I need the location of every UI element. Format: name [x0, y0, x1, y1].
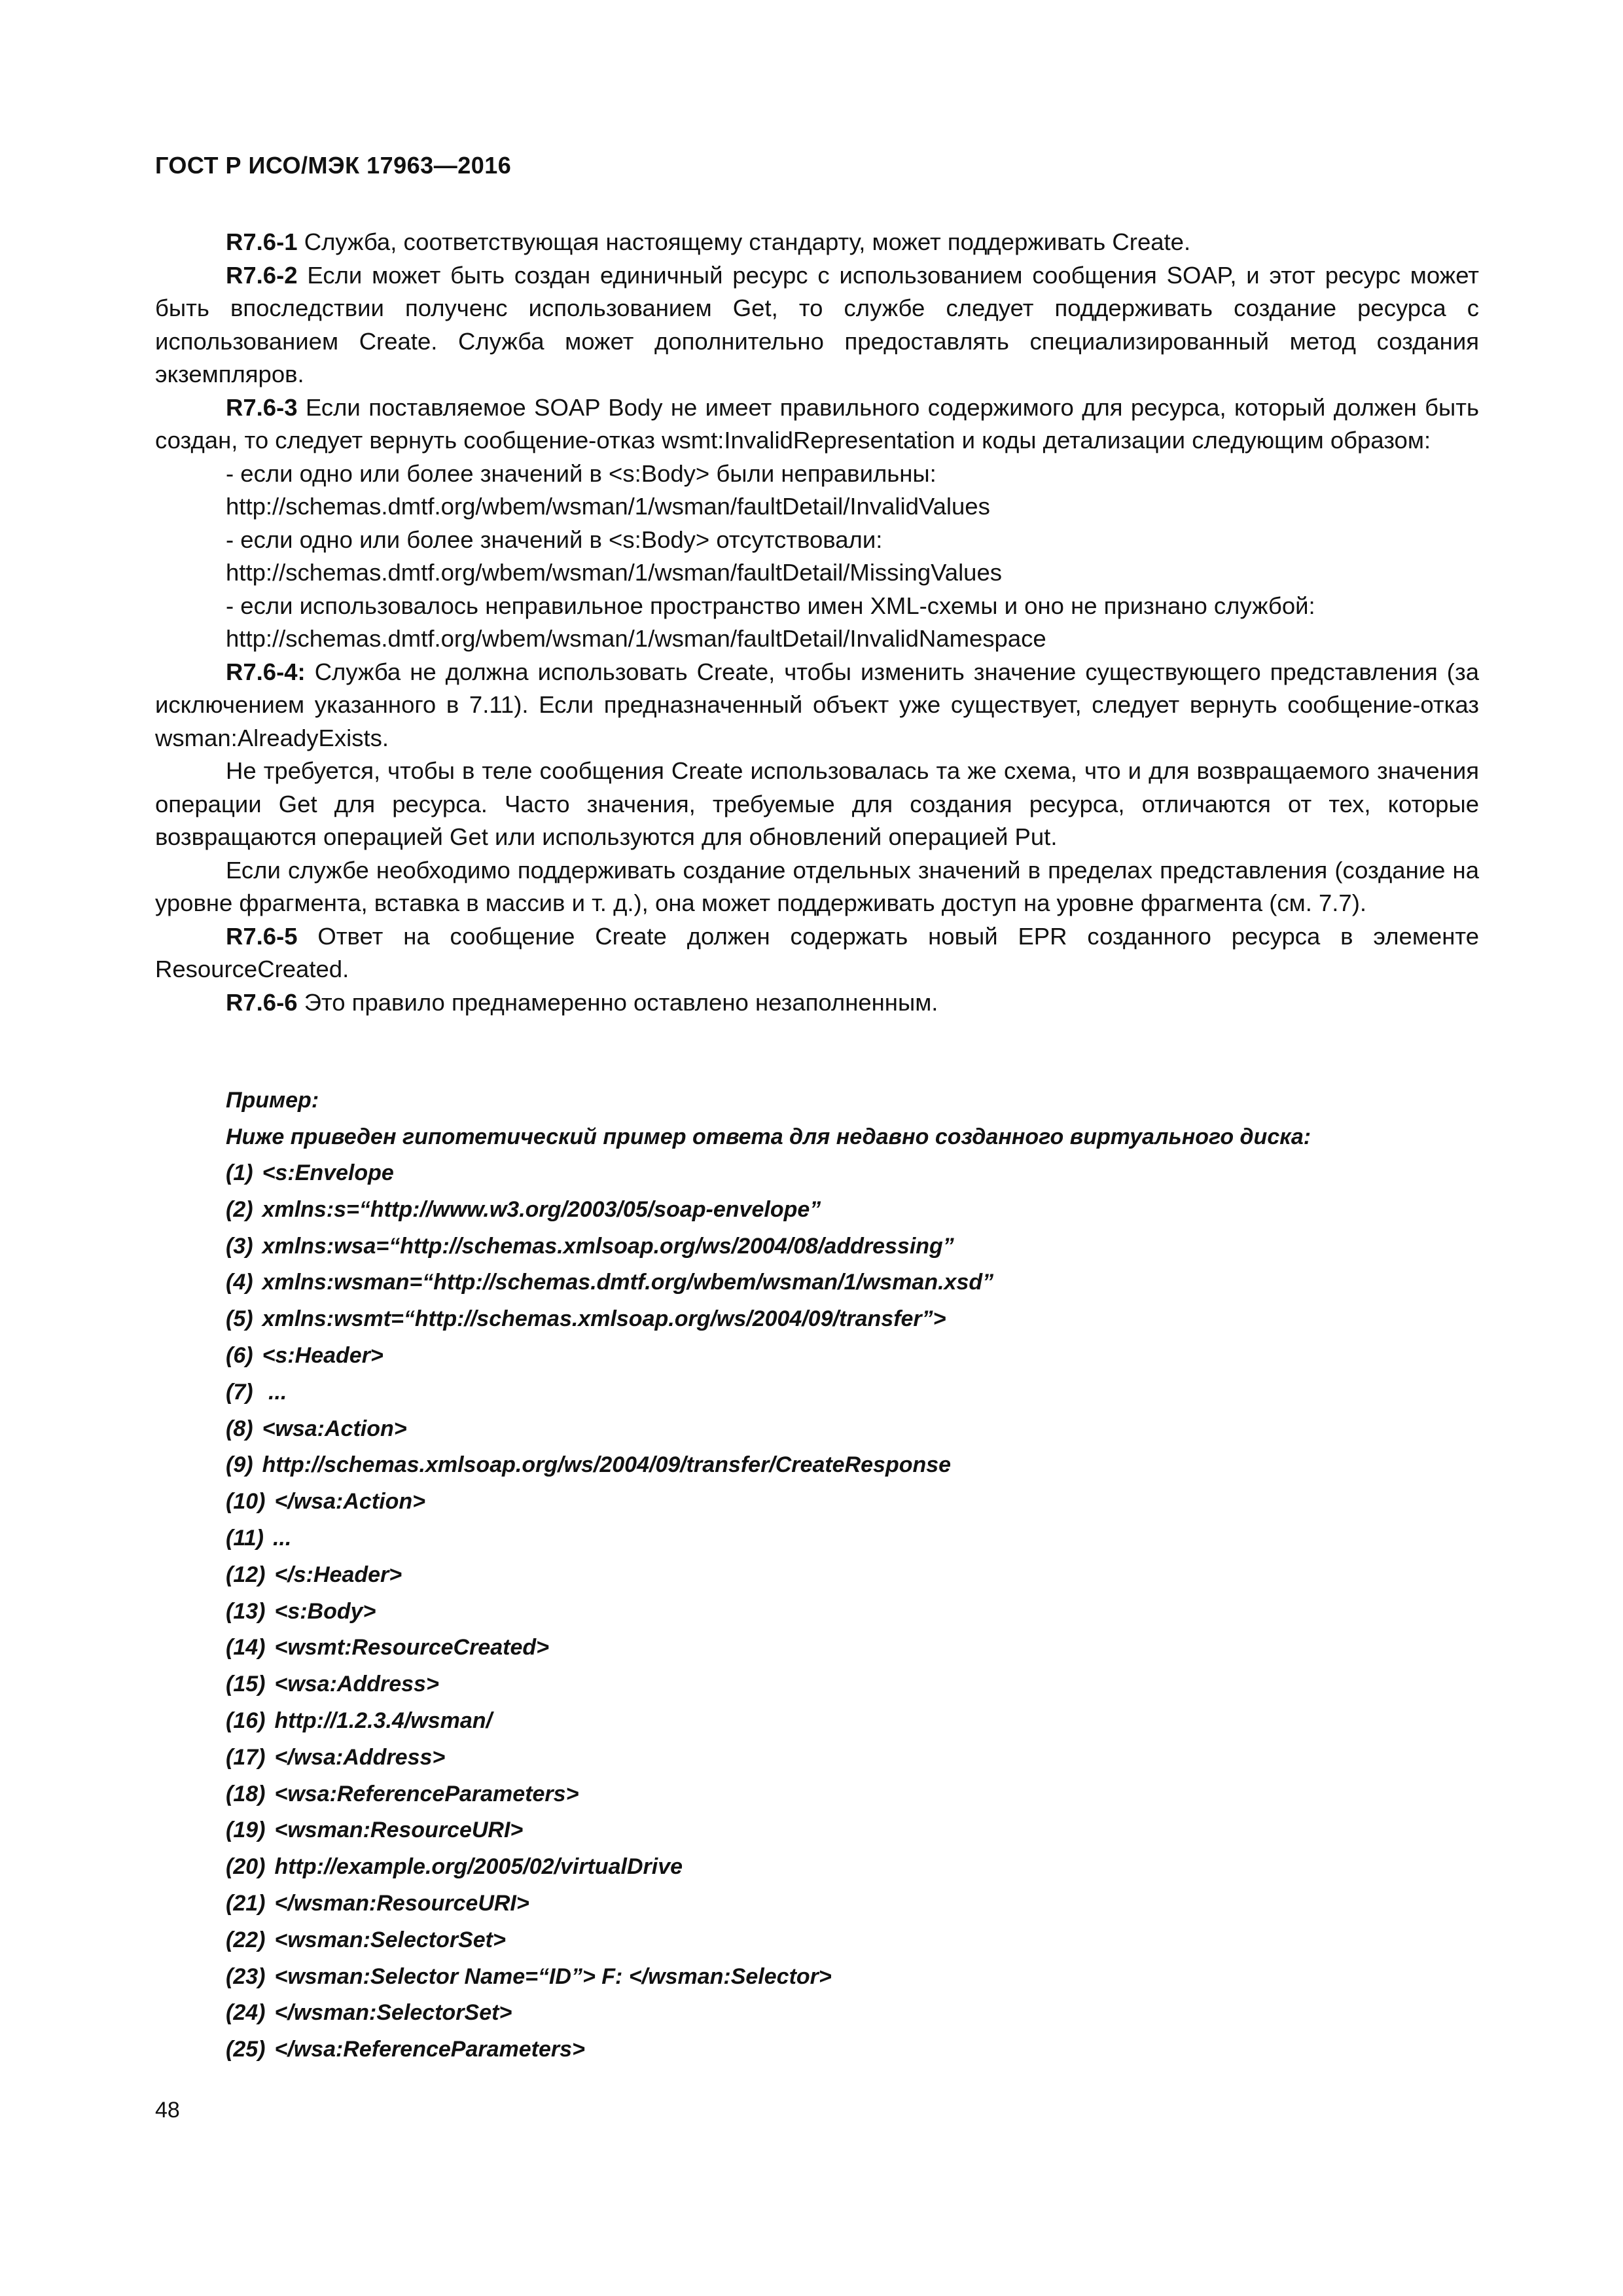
line-number: (13)	[226, 1598, 266, 1624]
code-line	[226, 1995, 1311, 2032]
code-text: <wsman:ResourceURI>	[274, 1818, 524, 1843]
fault-uri: http://schemas.dmtf.org/wbem/wsman/1/wsman/faultDetail/InvalidNamespace	[226, 625, 1046, 652]
line-number: (16)	[226, 1708, 266, 1733]
code-line	[226, 1338, 1311, 1374]
fault-condition: - если одно или более значений в <s:Body> были неправильны:	[226, 459, 936, 487]
line-number: (24)	[226, 2000, 266, 2026]
code-text: <wsmt:ResourceCreated>	[274, 1635, 549, 1660]
code-listing	[226, 1155, 1311, 2068]
code-line	[226, 1520, 1311, 1557]
paragraph-r7-6-5	[155, 920, 1479, 986]
code-text: xmlns:wsmt=“http://schemas.xmlsoap.org/ws/2004/09/transfer”>	[262, 1306, 946, 1332]
paragraph-text: Если поставляемое SOAP Body не имеет правильного содержимого для ресурса, который должен быть создан, то следует вернуть сообщение-отказ wsmt:InvalidRepresentation и коды детализации следующим образом:	[155, 393, 1479, 454]
fault-condition: - если одно или более значений в <s:Body> отсутствовали:	[226, 526, 883, 553]
code-text: </wsa:Action>	[274, 1489, 425, 1515]
code-text: http://example.org/2005/02/virtualDrive	[274, 1854, 683, 1880]
paragraph-text: Не требуется, чтобы в теле сообщения Create использовалась та же схема, что и для возвращаемого значения операции Get для ресурса. Часто значения, требуемые для создания ресурса, отличаются от тех, которые возвращаются операцией Get или используются для обновлений операцией Put.	[155, 757, 1479, 850]
line-number: (17)	[226, 1744, 266, 1770]
code-text: </s:Header>	[274, 1562, 402, 1587]
rule-id: R7.6-2	[226, 261, 298, 289]
code-line	[226, 1301, 1311, 1338]
code-text: </wsa:ReferenceParameters>	[274, 2037, 585, 2062]
code-text: <s:Body>	[274, 1598, 376, 1624]
example-intro: Ниже приведен гипотетический пример ответа для недавно созданного виртуального диска:	[226, 1124, 1311, 1149]
line-number: (18)	[226, 1781, 266, 1806]
code-text: <wsa:Address>	[274, 1672, 439, 1697]
rule-id: R7.6-3	[226, 393, 298, 421]
code-line	[226, 1703, 1311, 1740]
code-text: <s:Header>	[262, 1342, 383, 1368]
body-text	[155, 226, 1479, 1019]
code-text: xmlns:s=“http://www.w3.org/2003/05/soap-envelope”	[262, 1196, 821, 1222]
line-number: (6)	[226, 1342, 253, 1368]
code-line	[226, 1374, 1311, 1411]
line-number: (11)	[226, 1525, 264, 1551]
line-number: (9)	[226, 1452, 253, 1478]
line-number: (23)	[226, 1964, 266, 1989]
line-number: (8)	[226, 1416, 253, 1441]
code-line	[226, 1776, 1311, 1813]
code-text: http://schemas.xmlsoap.org/ws/2004/09/transfer/CreateResponse	[262, 1452, 952, 1478]
paragraph-r7-6-3	[155, 391, 1479, 457]
document-header: ГОСТ Р ИСО/МЭК 17963—2016	[155, 152, 512, 179]
code-line	[226, 1557, 1311, 1594]
code-text: ...	[272, 1525, 292, 1551]
code-text: ...	[262, 1379, 287, 1405]
paragraph-text: Если может быть создан единичный ресурс с использованием сообщения SOAP, и этот ресурс может быть впоследствии полученс использованием Get, то службе следует поддерживать создание ресурса с использованием Create. Служба может дополнительно предоставлять специализированный метод создания экземпляров.	[155, 261, 1479, 387]
paragraph-r7-6-6	[155, 986, 1479, 1020]
code-line	[226, 1484, 1311, 1520]
code-line	[226, 1594, 1311, 1630]
fault-uri: http://schemas.dmtf.org/wbem/wsman/1/wsman/faultDetail/MissingValues	[226, 559, 1003, 586]
code-text: <wsman:SelectorSet>	[274, 1927, 506, 1952]
code-text: <wsa:ReferenceParameters>	[274, 1781, 579, 1806]
paragraph-r7-6-2	[155, 259, 1479, 391]
code-text: </wsman:ResourceURI>	[274, 1890, 529, 1916]
code-text: </wsa:Address>	[274, 1744, 446, 1770]
fault-condition: - если использовалось неправильное пространство имен XML-схемы и оно не признано службой:	[226, 592, 1315, 619]
code-text: <wsa:Action>	[262, 1416, 407, 1441]
line-number: (2)	[226, 1196, 253, 1222]
code-line	[226, 1192, 1311, 1229]
line-number: (1)	[226, 1160, 253, 1185]
example-block	[226, 1082, 1311, 2068]
line-number: (22)	[226, 1927, 266, 1952]
paragraph-text: Если службе необходимо поддерживать создание отдельных значений в пределах представления (создание на уровне фрагмента, вставка в массив и т. д.), она может поддерживать доступ на уровне фрагмента (см. 7.7).	[155, 856, 1479, 916]
line-number: (21)	[226, 1890, 266, 1916]
code-text: xmlns:wsman=“http://schemas.dmtf.org/wbem/wsman/1/wsman.xsd”	[262, 1270, 994, 1295]
code-line	[226, 1265, 1311, 1301]
line-number: (4)	[226, 1270, 253, 1295]
paragraph-text: Служба не должна использовать Create, чтобы изменить значение существующего представления (за исключением указанного в 7.11). Если предназначенный объект уже существует, следует вернуть сообщение-отказ wsman:AlreadyExists.	[155, 658, 1479, 751]
code-text: </wsman:SelectorSet>	[274, 2000, 512, 2026]
code-line	[226, 1812, 1311, 1849]
rule-id: R7.6-1	[226, 228, 298, 255]
fault-uri: http://schemas.dmtf.org/wbem/wsman/1/wsman/faultDetail/InvalidValues	[226, 493, 990, 520]
line-number: (14)	[226, 1635, 266, 1660]
code-line	[226, 2032, 1311, 2068]
code-text: http://1.2.3.4/wsman/	[274, 1708, 492, 1733]
code-line	[226, 1666, 1311, 1703]
code-line	[226, 1229, 1311, 1265]
line-number: (5)	[226, 1306, 253, 1332]
line-number: (7)	[226, 1379, 253, 1405]
paragraph-schema-note	[155, 755, 1479, 854]
line-number: (20)	[226, 1854, 266, 1880]
code-line	[226, 1922, 1311, 1959]
paragraph-r7-6-1	[155, 226, 1479, 259]
paragraph-text: Ответ на сообщение Create должен содержать новый EPR созданного ресурса в элементе ResourceCreated.	[155, 922, 1479, 982]
code-line	[226, 1411, 1311, 1448]
line-number: (19)	[226, 1818, 266, 1843]
line-number: (10)	[226, 1489, 266, 1515]
line-number: (25)	[226, 2037, 266, 2062]
line-number: (12)	[226, 1562, 266, 1587]
code-text: xmlns:wsa=“http://schemas.xmlsoap.org/ws/2004/08/addressing”	[262, 1233, 954, 1259]
rule-id: R7.6-4:	[226, 658, 306, 685]
rule-id: R7.6-6	[226, 988, 298, 1016]
page-number: 48	[155, 2098, 180, 2123]
paragraph-text: Служба, соответствующая настоящему стандарту, может поддерживать Create.	[297, 228, 1191, 255]
code-line	[226, 1849, 1311, 1886]
code-line	[226, 1740, 1311, 1776]
line-number: (15)	[226, 1672, 266, 1697]
code-line	[226, 1630, 1311, 1666]
paragraph-r7-6-4	[155, 656, 1479, 755]
code-line	[226, 1959, 1311, 1996]
rule-id: R7.6-5	[226, 922, 298, 950]
line-number: (3)	[226, 1233, 253, 1259]
paragraph-fragment-note	[155, 854, 1479, 920]
code-line	[226, 1155, 1311, 1192]
code-line	[226, 1447, 1311, 1484]
code-line	[226, 1886, 1311, 1922]
example-label: Пример:	[226, 1088, 319, 1113]
paragraph-text: Это правило преднамеренно оставлено незаполненным.	[297, 988, 938, 1016]
code-text: <s:Envelope	[262, 1160, 394, 1185]
code-text: <wsman:Selector Name=“ID”> F: </wsman:Selector>	[274, 1964, 832, 1989]
